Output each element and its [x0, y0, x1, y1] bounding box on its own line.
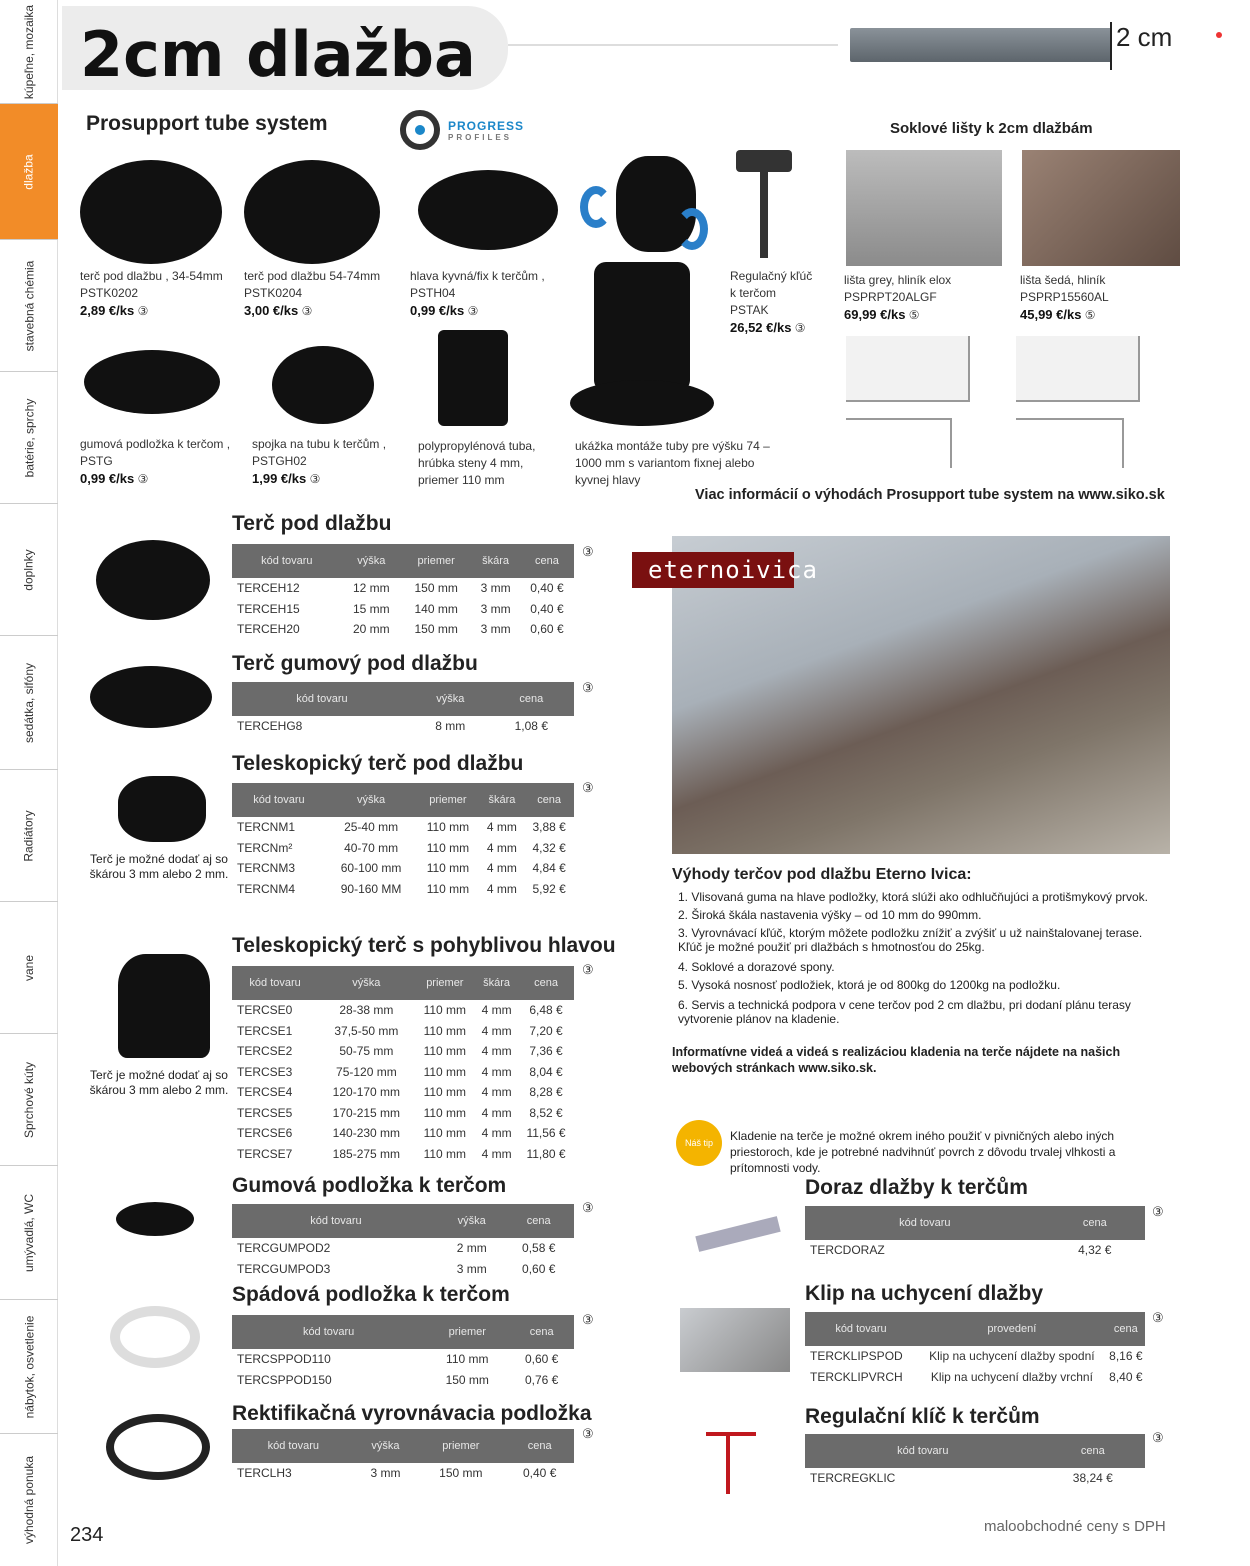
table-title: Rektifikačná vyrovnávacia podložka: [232, 1402, 592, 1425]
benefit-item: 5. Vysoká nosnosť podložiek, ktorá je od 800kg do 1200kg na podložku.: [678, 978, 1061, 992]
sidebar-tab-kupelne[interactable]: [0, 0, 58, 104]
sidebar-tab-nabytok[interactable]: [0, 1300, 58, 1434]
table-row: TERCDORAZ 4,32 €: [810, 1243, 1112, 1258]
product-table: kód tovaru provedení cena TERCKLIPSPOD Klip na uchycení dlažby spodní 8,16 € TERCKLIPVRCH Klip na uchycení dlažby vrchní 8,40 €: [805, 1312, 1145, 1387]
telescopic-tilt-pedestal-image: [118, 954, 210, 1058]
sidebar-tab-label: Sprchové kúty: [22, 1061, 37, 1138]
price-note: maloobchodné ceny s DPH: [984, 1518, 1166, 1535]
delivery-badge: ③: [1152, 1204, 1164, 1219]
delivery-badge: ③: [582, 1312, 594, 1327]
corner-mark: [1216, 32, 1222, 38]
sidebar-tab-stavebna-chemia[interactable]: [0, 240, 58, 372]
table-row: TERCNM4 90-160 MM 110 mm 4 mm 5,92 €: [237, 881, 566, 896]
table-row: TERCSE5 170-215 mm 110 mm 4 mm 8,52 €: [237, 1105, 563, 1120]
delivery-badge: ③: [582, 680, 594, 695]
table-row: TERCSE0 28-38 mm 110 mm 4 mm 6,48 €: [237, 1003, 563, 1018]
delivery-badge: ③: [1152, 1430, 1164, 1445]
tilt-head-image: [418, 170, 558, 250]
tube-coupling-image: [272, 346, 374, 424]
product-card: gumová podložka k terčom , PSTG 0,99 €/ks ③: [80, 437, 231, 486]
table-title: Doraz dlažby k terčům: [805, 1176, 1028, 1199]
header-divider: [508, 44, 838, 46]
telescopic-pedestal-image: [118, 776, 206, 842]
rubber-pad-image: [84, 350, 220, 414]
logo-text: PROGRESS: [448, 118, 525, 133]
tile-stop-image: [695, 1216, 780, 1252]
skirting-profile-drawing: [1016, 336, 1140, 402]
gap-note: Terč je možné dodať aj so škárou 3 mm alebo 2 mm.: [89, 852, 229, 881]
product-table: kód tovaru priemer cena TERCSPPOD110 110 mm 0,60 € TERCSPPOD150 150 mm 0,76 €: [232, 1315, 574, 1390]
benefit-item: 3. Vyrovnávací kľúč, ktorým môžete podložku znížiť a zvýšiť u už nainštalovanej terase. Kľúč je možné použiť pri dlažbách s hmotnosťou do 25kg.: [678, 926, 1143, 954]
product-card: Regulačný kľúč k terčom PSTAK 26,52 €/ks ③: [730, 269, 813, 335]
page-number: 234: [70, 1524, 104, 1546]
table-row: TERCEHG8 8 mm 1,08 €: [237, 719, 548, 734]
sidebar-tab-label: sedátka, sifóny: [22, 662, 37, 743]
delivery-badge: ③: [582, 1426, 594, 1441]
table-row: TERCSPPOD110 110 mm 0,60 €: [237, 1352, 559, 1367]
product-card: terč pod dlažbu , 34-54mm PSTK0202 2,89 €/ks ③: [80, 269, 223, 318]
sidebar-tab-label: výhodná ponuka: [22, 1455, 37, 1545]
benefits-title: Výhody terčov pod dlažbu Eterno Ivica:: [672, 866, 972, 883]
table-row: TERCSE1 37,5-50 mm 110 mm 4 mm 7,20 €: [237, 1023, 563, 1038]
pedestal-54-74-image: [244, 160, 380, 264]
table-row: TERCSE3 75-120 mm 110 mm 4 mm 8,04 €: [237, 1064, 563, 1079]
rotate-arrow-icon: [580, 186, 612, 228]
table-row: TERCEH15 15 mm 140 mm 3 mm 0,40 €: [237, 601, 564, 616]
product-table: kód tovaru výška priemer škára cena TERCEH12 12 mm 150 mm 3 mm 0,40 € TERCEH15 15 mm 140 mm 3 mm 0,40 € TERCEH20 20 mm 150 mm 3 mm 0,60 €: [232, 544, 574, 640]
rubber-shim-image: [116, 1202, 194, 1236]
rubber-pedestal-image: [90, 666, 212, 728]
thickness-label: 2 cm: [1116, 22, 1173, 52]
key-shaft-image: [760, 170, 768, 258]
table-title: Teleskopický terč pod dlažbu: [232, 752, 524, 775]
tile-clip-image: [680, 1308, 790, 1372]
product-table: kód tovaru výška priemer cena TERCLH3 3 mm 150 mm 0,40 €: [232, 1429, 574, 1484]
leveling-shim-image: [106, 1414, 210, 1480]
table-row: TERCSE4 120-170 mm 110 mm 4 mm 8,28 €: [237, 1085, 563, 1100]
tube-assembly-image: [594, 262, 690, 392]
pedestal-small-image: [96, 540, 210, 620]
rotate-arrow-icon: [676, 208, 708, 250]
logo-subtext: PROFILES: [448, 132, 513, 142]
sidebar-tab-label: nábytok, osvetlenie: [22, 1315, 37, 1418]
sidebar-tab-sedatka[interactable]: [0, 636, 58, 770]
table-row: TERCGUMPOD3 3 mm 0,60 €: [237, 1261, 556, 1276]
logo-circle-icon: [400, 110, 440, 150]
sidebar-tab-radiatory[interactable]: [0, 770, 58, 902]
sidebar-tab-doplnky[interactable]: [0, 504, 58, 636]
table-row: TERCSE6 140-230 mm 110 mm 4 mm 11,56 €: [237, 1126, 566, 1141]
sidebar-tab-label: Radiátory: [21, 809, 36, 862]
delivery-badge: ③: [1152, 1310, 1164, 1325]
thickness-marker: [1110, 22, 1112, 70]
pedestal-34-54-image: [80, 160, 222, 264]
table-title: Teleskopický terč s pohyblivou hlavou: [232, 934, 616, 957]
sidebar-tab-dlazba[interactable]: [0, 104, 58, 240]
sidebar-tab-sprchove-kuty[interactable]: [0, 1034, 58, 1166]
eterno-ivica-logo: eternoivica: [632, 552, 794, 588]
skirting-profile-drawing: [846, 336, 970, 402]
table-title: Terč pod dlažbu: [232, 512, 392, 535]
product-card: ukážka montáže tuby pre výšku 74 – 1000 mm s variantom fixnej alebo kyvnej hlavy: [575, 439, 770, 487]
table-row: TERCREGKLIC 38,24 €: [810, 1471, 1113, 1486]
sidebar-tab-vyhodna-ponuka[interactable]: [0, 1434, 58, 1566]
table-title: Regulační klíč k terčům: [805, 1405, 1040, 1428]
gap-note: Terč je možné dodať aj so škárou 3 mm alebo 2 mm.: [89, 1068, 229, 1097]
product-table: kód tovaru výška cena TERCGUMPOD2 2 mm 0,58 € TERCGUMPOD3 3 mm 0,60 €: [232, 1204, 574, 1279]
delivery-badge: ③: [582, 544, 594, 559]
sidebar-tab-label: umývadlá, WC: [22, 1193, 36, 1272]
product-card: lišta grey, hliník elox PSPRPT20ALGF 69,99 €/ks ⑤: [844, 273, 952, 322]
tip-text: Kladenie na terče je možné okrem iného použiť v pivničných alebo iných priestoroch, kde je potrebné nadvihnúť povrch z dôvodu trvalej vlhkosti a prítomnosti vody.: [730, 1129, 1116, 1175]
skirting-dimension-drawing: [1122, 420, 1124, 468]
table-row: TERCNm² 40-70 mm 110 mm 4 mm 4,32 €: [237, 840, 566, 855]
table-row: TERCSPPOD150 150 mm 0,76 €: [237, 1372, 559, 1387]
regulation-key-shaft-image: [726, 1434, 730, 1494]
video-info: Informatívne videá a videá s realizáciou kladenia na terče nájdete na našich webových stránkach www.siko.sk.: [672, 1045, 1121, 1075]
prosupport-title: Prosupport tube system: [86, 112, 328, 135]
sidebar-tab-label: vane: [22, 954, 36, 981]
product-table: kód tovaru výška cena TERCEHG8 8 mm 1,08 €: [232, 682, 574, 737]
table-row: TERCEH20 20 mm 150 mm 3 mm 0,60 €: [237, 622, 564, 637]
our-tip-badge: Náš tip: [676, 1120, 722, 1166]
table-row: TERCLH3 3 mm 150 mm 0,40 €: [237, 1466, 557, 1481]
product-card: hlava kyvná/fix k terčům , PSTH04 0,99 €/ks ③: [410, 269, 545, 318]
product-table: kód tovaru cena TERCDORAZ 4,32 €: [805, 1206, 1145, 1261]
table-row: TERCNM3 60-100 mm 110 mm 4 mm 4,84 €: [237, 861, 566, 876]
sidebar-tab-baterie[interactable]: [0, 372, 58, 504]
skirting-grey-photo: [846, 150, 1002, 266]
table-row: TERCNM1 25-40 mm 110 mm 4 mm 3,88 €: [237, 820, 566, 835]
table-row: TERCSE7 185-275 mm 110 mm 4 mm 11,80 €: [237, 1146, 566, 1161]
table-row: TERCEH12 12 mm 150 mm 3 mm 0,40 €: [237, 581, 564, 596]
skirting-brown-photo: [1022, 150, 1180, 266]
soklove-title: Soklové lišty k 2cm dlažbám: [890, 120, 1093, 137]
product-table: kód tovaru výška priemer škára cena TERCSE0 28-38 mm 110 mm 4 mm 6,48 € TERCSE1 37,5-50 mm 110 mm 4 mm 7,20 € TERCSE2 50-75 mm 110 mm 4 mm 7,36 € TERCSE3 75-120 mm 110 mm 4 mm 8,04 € TERCSE4 120-170 mm 110 mm 4 mm 8,28 € TERCSE5 170-215 mm 110 mm 4 mm 8,52 € TERCSE6 140-230 mm 110 mm 4 mm 11,56 € TERCSE7 185-275 mm 110 mm 4 mm 11,80 €: [232, 966, 574, 1164]
skirting-dimension-drawing: [1016, 418, 1124, 420]
table-row: TERCSE2 50-75 mm 110 mm 4 mm 7,36 €: [237, 1044, 563, 1059]
table-row: TERCKLIPSPOD Klip na uchycení dlažby spodní 8,16 €: [810, 1349, 1143, 1364]
category-sidebar: [0, 0, 58, 1566]
skirting-dimension-drawing: [846, 418, 952, 420]
product-card: spojka na tubu k terčům , PSTGH02 1,99 €/ks ③: [252, 437, 387, 486]
benefit-item: 1. Vlisovaná guma na hlave podložky, ktorá slúži ako odhlučňujúci a protišmykový prvok.: [678, 890, 1149, 904]
tube-assembly-base-image: [570, 380, 714, 426]
sidebar-tab-label: kúpeľne, mozaika: [22, 4, 36, 99]
table-row: TERCGUMPOD2 2 mm 0,58 €: [237, 1241, 556, 1256]
sidebar-tab-label: doplnky: [22, 548, 36, 591]
table-title: Terč gumový pod dlažbu: [232, 652, 478, 675]
progress-profiles-logo: [400, 108, 560, 152]
product-card: polypropylénová tuba, hrúbka steny 4 mm, priemer 110 mm: [418, 439, 536, 487]
benefit-item: 6. Servis a technická podpora v cene terčov pod 2 cm dlažbu, pri dodaní plánu terasy vytvorenie plánov na kladenie.: [678, 998, 1131, 1026]
more-info-link[interactable]: Viac informácií o výhodách Prosupport tube system na www.siko.sk: [695, 487, 1165, 503]
sidebar-tab-label: stavebná chémia: [22, 260, 37, 351]
delivery-badge: ③: [582, 1200, 594, 1215]
product-card: lišta šedá, hliník PSPRP15560AL 45,99 €/ks ⑤: [1020, 273, 1109, 322]
key-head-image: [736, 150, 792, 172]
sidebar-tab-vane[interactable]: [0, 902, 58, 1034]
sidebar-tab-label: dlažba: [22, 153, 36, 190]
slope-shim-image: [110, 1306, 200, 1368]
sidebar-tab-label: batérie, sprchy: [22, 398, 37, 477]
product-card: terč pod dlažbu 54-74mm PSTK0204 3,00 €/ks ③: [244, 269, 381, 318]
table-title: Spádová podložka k terčom: [232, 1283, 510, 1306]
page-title: 2cm dlažba: [80, 18, 476, 91]
skirting-dimension-drawing: [950, 420, 952, 468]
pp-tube-image: [438, 330, 508, 426]
table-row: TERCKLIPVRCH Klip na uchycení dlažby vrchní 8,40 €: [810, 1369, 1143, 1384]
table-title: Klip na uchycení dlažby: [805, 1282, 1044, 1305]
table-title: Gumová podložka k terčom: [232, 1174, 507, 1197]
delivery-badge: ③: [582, 780, 594, 795]
benefit-item: 2. Široká škála nastavenia výšky – od 10 mm do 990mm.: [678, 908, 982, 922]
benefit-item: 4. Soklové a dorazové spony.: [678, 960, 835, 974]
tile-thickness-image: [850, 28, 1112, 62]
delivery-badge: ③: [582, 962, 594, 977]
product-table: kód tovaru cena TERCREGKLIC 38,24 €: [805, 1434, 1145, 1489]
product-table: kód tovaru výška priemer škára cena TERCNM1 25-40 mm 110 mm 4 mm 3,88 € TERCNm² 40-70 mm 110 mm 4 mm 4,32 € TERCNM3 60-100 mm 110 mm 4 mm 4,84 € TERCNM4 90-160 MM 110 mm 4 mm 5,92 €: [232, 783, 574, 899]
sidebar-tab-umyvadla[interactable]: [0, 1166, 58, 1300]
regulation-key-handle-image: [706, 1432, 756, 1436]
